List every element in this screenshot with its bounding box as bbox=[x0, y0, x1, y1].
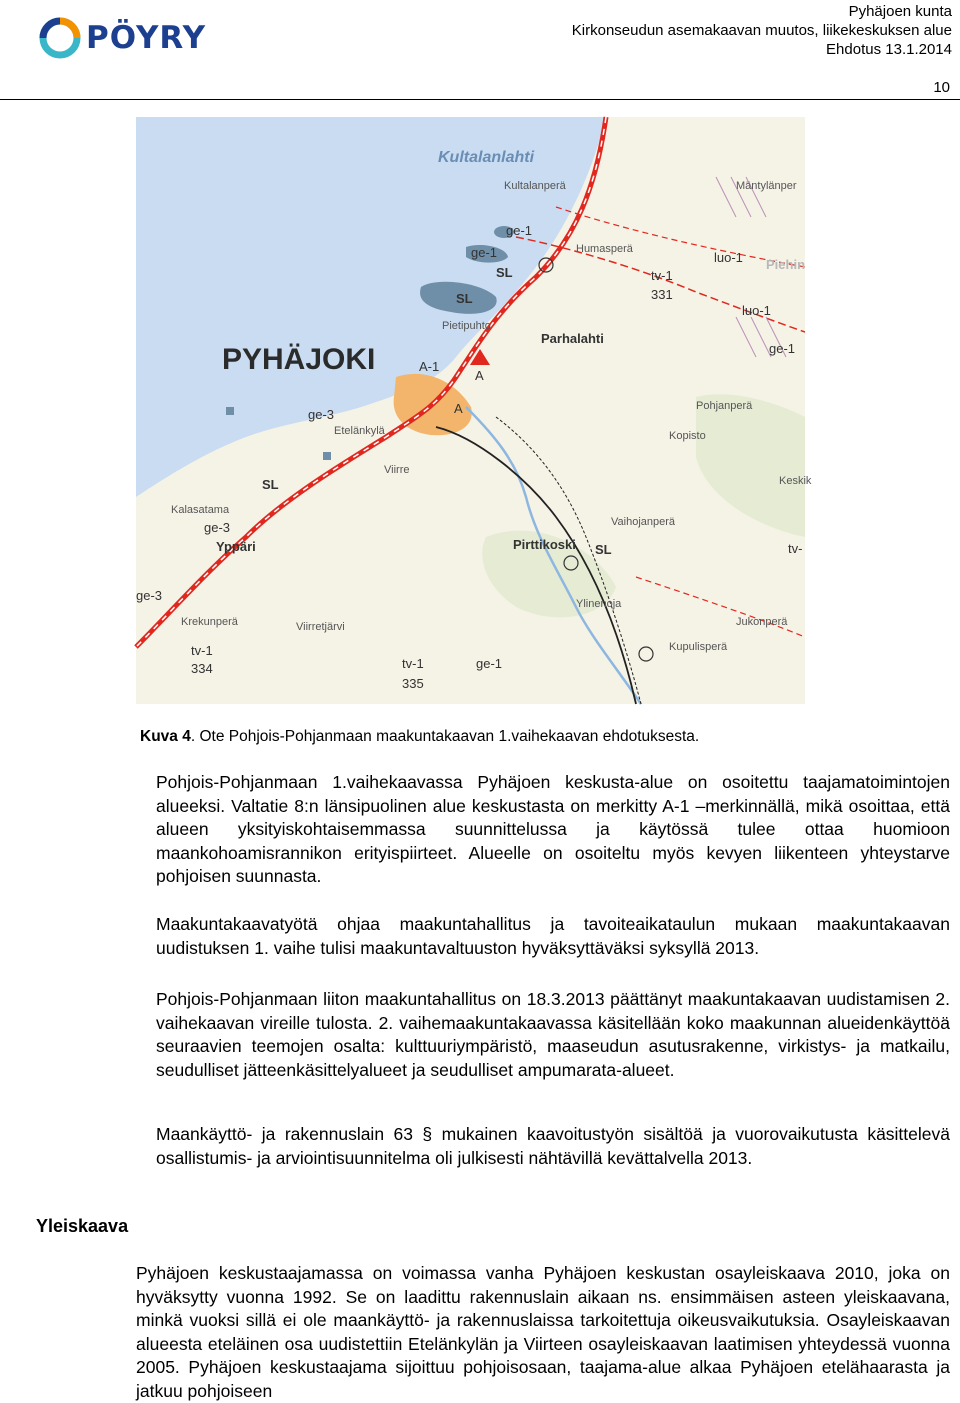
map-label: Pietipuhto bbox=[442, 320, 491, 332]
page-number: 10 bbox=[933, 79, 950, 96]
map-label: SL bbox=[496, 265, 513, 280]
map-label: tv- bbox=[788, 541, 803, 556]
header-info bbox=[572, 2, 952, 59]
map-label: A bbox=[475, 368, 484, 383]
map-label: SL bbox=[456, 291, 473, 306]
map-label: Pirttikoski bbox=[513, 537, 576, 552]
map-label: ge-3 bbox=[204, 520, 231, 535]
map-label: SL bbox=[262, 477, 279, 492]
map-label: Keskik bbox=[779, 475, 812, 487]
map-label: 331 bbox=[651, 287, 673, 302]
paragraph-2: Maakuntakaavatyötä ohjaa maakuntahallitus ja tavoiteaikataulun mukaan maakuntakaavan uudistuksen 1. vaihe tulisi maakuntavaltuuston hyväksyttäväksi syksyllä 2013. bbox=[156, 914, 950, 958]
map-label: ge-1 bbox=[769, 341, 796, 356]
map-label: Mäntylänper bbox=[736, 180, 797, 192]
header-draft-date: Ehdotus 13.1.2014 bbox=[826, 41, 952, 58]
map-label: Parhalahti bbox=[541, 331, 604, 346]
header-project: Kirkonseudun asemakaavan muutos, liikekeskuksen alue bbox=[571, 22, 952, 39]
paragraph-4: Maankäyttö- ja rakennuslain 63 § mukainen kaavoitustyön sisältöä ja vuorovaikutusta käsittelevä osallistumis- ja arviointisuunnitelma oli julkisesti nähtävillä kevättalvella 2013. bbox=[156, 1124, 950, 1168]
map-label: SL bbox=[595, 542, 612, 557]
map-label: ge-3 bbox=[308, 407, 335, 422]
paragraph-1: Pohjois-Pohjanmaan 1.vaihekaavassa Pyhäjoen keskusta-alue on osoitettu taajamatoimintojen alueeksi. Valtatie 8:n länsipuolinen alue keskustasta on merkitty A-1 –merkinnällä, mikä osoittaa, että alueen yksityiskohtaisemmassa suunnittelussa ja käytössä tulee ottaa huomioon maankohoamisrannikon erityispiirteet. Alueelle on osoiteltu myös kevyen liikenteen yhteystarve pohjoisen suunnasta. bbox=[156, 772, 950, 886]
poyry-logo-icon bbox=[40, 18, 80, 58]
paragraph-3: Pohjois-Pohjanmaan liiton maakuntahallitus on 18.3.2013 päättänyt maakuntakaavan uudistamisen 2. vaihekaavan vireille tulosta. 2. vaihemaakuntakaavassa käsitellään koko maakunnan alueidenkäyttöä seuraavien teemojen osalta: kulttuuriympäristö, maaseudun asutusrakenne, virkistys- ja matkailu, seudulliset jätteenkäsittelyalueet ja seudulliset ampumarata-alueet. bbox=[156, 989, 950, 1080]
map-label: A-1 bbox=[419, 359, 440, 374]
map-label: Kalasatama bbox=[171, 504, 230, 516]
map-label: tv-1 bbox=[402, 656, 424, 671]
map-label: luo-1 bbox=[742, 303, 771, 318]
map-label: ge-3 bbox=[136, 588, 163, 603]
map-label: Kupulisperä bbox=[669, 641, 728, 653]
map-label: luo-1 bbox=[714, 250, 743, 265]
figure-caption-label: Kuva 4 bbox=[140, 728, 191, 745]
regional-plan-map bbox=[136, 117, 812, 704]
map-label: ge-1 bbox=[506, 223, 533, 238]
map-label: Ylinenoja bbox=[576, 598, 622, 610]
map-label: 334 bbox=[191, 661, 213, 676]
logo-wordmark: PÖYRY bbox=[86, 20, 207, 56]
figure-caption-text: . Ote Pohjois-Pohjanmaan maakuntakaavan 1.vaihekaavan ehdotuksesta. bbox=[190, 728, 700, 745]
map-label: A bbox=[454, 401, 463, 416]
header-rule bbox=[0, 99, 960, 100]
map-label: ge-1 bbox=[476, 656, 503, 671]
map-label: 335 bbox=[402, 676, 424, 691]
map-graphic bbox=[136, 117, 812, 704]
map-label: Vaihojanperä bbox=[611, 516, 676, 528]
map-label: Humasperä bbox=[576, 243, 633, 255]
map-label: Viirre bbox=[384, 464, 410, 476]
figure-caption bbox=[140, 728, 699, 746]
map-label: ge-1 bbox=[471, 245, 498, 260]
map-label: Kopisto bbox=[669, 430, 706, 442]
map-label: tv-1 bbox=[191, 643, 213, 658]
paragraph-5: Pyhäjoen keskustaajamassa on voimassa vanha Pyhäjoen keskustan osayleiskaava 2010, joka on hyväksytty vuonna 1992. Se on laadittu rakennuslain aikaan ns. ensimmäisen asteen yleiskaavana, minkä vuoksi sillä ei ole maankäyttö- ja rakennuslaissa tarkoitettuja oikeusvaikutuksia. Osayleiskaavan alueesta eteläinen osa uudistettiin Etelänkylän ja Viirteen osayleiskaavan laatimisen yhteydessä vuonna 2005. Pyhäjoen keskustaajama sijoittuu pohjoisosaan, taajama-alue alkaa Pyhäjoen etelähaarasta ja jatkuu pohjoiseen bbox=[136, 1263, 950, 1401]
map-label: PYHÄJOKI bbox=[222, 343, 376, 376]
map-label: Kultalanlahti bbox=[438, 149, 535, 166]
map-label: Pohjanperä bbox=[696, 400, 753, 412]
map-label: Jukonperä bbox=[736, 616, 788, 628]
map-label: Kultalanperä bbox=[504, 180, 566, 192]
section-heading-yleiskaava: Yleiskaava bbox=[36, 1216, 129, 1236]
map-label: Krekunperä bbox=[181, 616, 238, 628]
map-label: Viirretjärvi bbox=[296, 621, 345, 633]
map-label: Yppäri bbox=[216, 539, 256, 554]
map-label: tv-1 bbox=[651, 268, 673, 283]
map-label: Piehin bbox=[766, 257, 806, 272]
poyry-logo bbox=[40, 10, 250, 66]
map-label: Etelänkylä bbox=[334, 425, 385, 437]
header-municipality: Pyhäjoen kunta bbox=[848, 3, 952, 20]
